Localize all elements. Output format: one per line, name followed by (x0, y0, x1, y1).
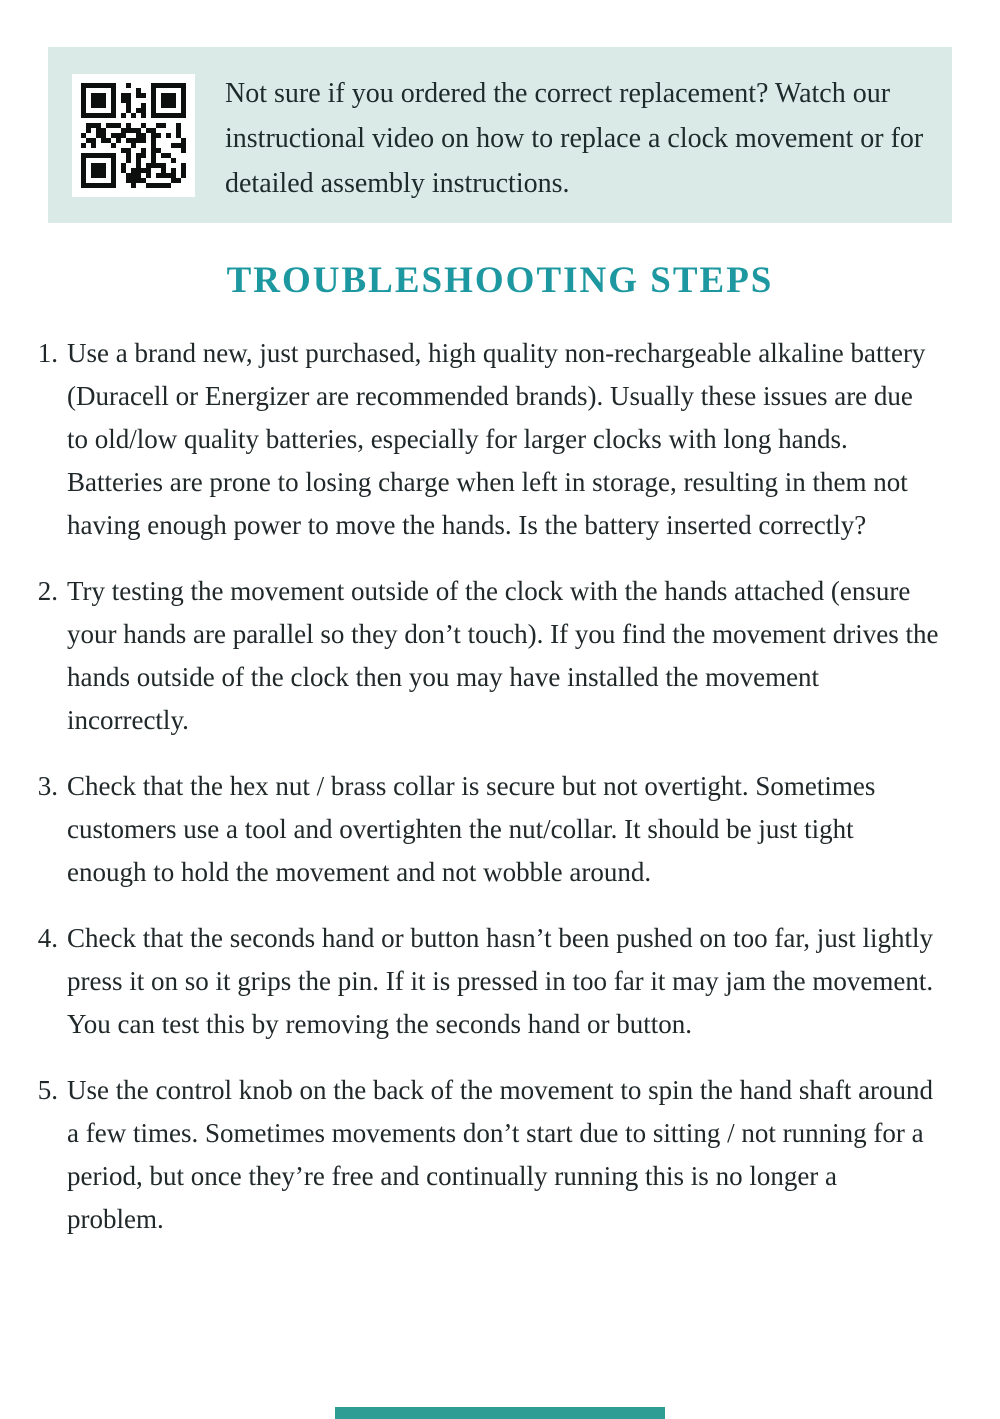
step-text: Try testing the movement outside of the clock with the hands attached (ensure your hands are parallel so they don’t touch). If you find the movement drives the hands outside of the clock then you may have installed the movement incorrectly. (67, 576, 939, 735)
step-number: 3. (37, 771, 58, 801)
step-text: Use the control knob on the back of the movement to spin the hand shaft around a few times. Sometimes movements don’t start due to sitting / not running for a period, but once they’re free and continually running this is no longer a problem. (67, 1075, 934, 1234)
step-text: Check that the hex nut / brass collar is secure but not overtight. Sometimes customers use a tool and overtighten the nut/collar. It should be just tight enough to hold the movement and not wobble around. (67, 771, 876, 887)
step-number: 4. (37, 923, 58, 953)
video-info-banner (48, 47, 952, 223)
footer-accent-bar (335, 1407, 665, 1419)
step-number: 1. (37, 338, 58, 368)
troubleshooting-step-1 (0, 332, 952, 547)
step-text: Use a brand new, just purchased, high quality non-rechargeable alkaline battery (Duracell or Energizer are recommended brands). Usually these issues are due to old/low quality batteries, especially for larger clocks with long hands. Batteries are prone to losing charge when left in storage, resulting in them not having enough power to move the hands. Is the battery inserted correctly? (67, 338, 926, 540)
troubleshooting-step-4 (0, 917, 952, 1046)
banner-text: Not sure if you ordered the correct replacement? Watch our instructional video on how to replace a clock movement or for detailed assembly instructions. (225, 78, 924, 199)
qr-code (72, 74, 195, 197)
troubleshooting-step-3 (0, 765, 952, 894)
step-number: 2. (37, 576, 58, 606)
troubleshooting-step-5 (0, 1069, 952, 1241)
troubleshooting-step-2 (0, 570, 952, 742)
page-title: TROUBLESHOOTING STEPS (226, 260, 774, 301)
qr-code-icon (81, 83, 186, 188)
step-text: Check that the seconds hand or button hasn’t been pushed on too far, just lightly press it on so it grips the pin. If it is pressed in too far it may jam the movement. You can test this by removing the seconds hand or button. (67, 923, 934, 1039)
step-number: 5. (37, 1075, 58, 1105)
troubleshooting-steps-list (0, 332, 952, 1264)
